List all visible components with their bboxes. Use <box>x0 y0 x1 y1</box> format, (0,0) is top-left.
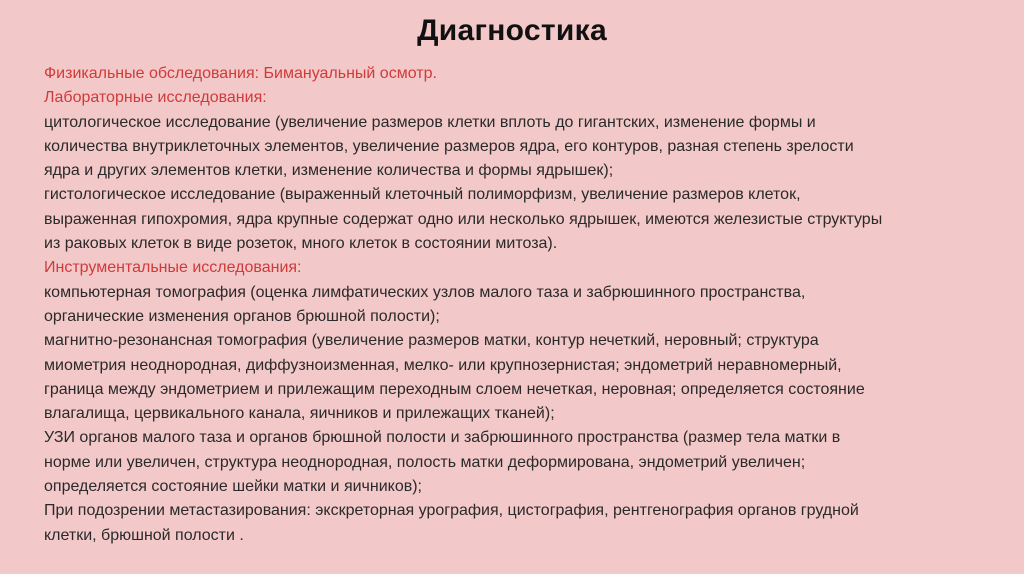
body-text-line: компьютерная томография (оценка лимфатических узлов малого таза и забрюшинного пространства, <box>44 283 806 301</box>
body-text-line: ядра и других элементов клетки, изменение количества и формы ядрышек); <box>44 162 614 180</box>
body-text-line: гистологическое исследование (выраженный клеточный полиморфизм, увеличение размеров клеток, <box>44 186 801 204</box>
body-text-line: определяется состояние шейки матки и яичников); <box>44 478 422 496</box>
section-heading: Физикальные обследования: Бимануальный осмотр. <box>44 65 437 82</box>
body-text-line: влагалища, цервикального канала, яичников и прилежащих тканей); <box>44 405 555 423</box>
body-text-line: из раковых клеток в виде розеток, много клеток в состоянии митоза). <box>44 235 558 253</box>
body-text-line: граница между эндометрием и прилежащим переходным слоем нечеткая, неровная; определяется состояние <box>44 380 865 398</box>
body-text-line: количества внутриклеточных элементов, увеличение размеров ядра, его контуров, разная степень зрелости <box>44 137 854 155</box>
body-text-line: При подозрении метастазирования: экскреторная урография, цистография, рентгенография органов грудной <box>44 502 859 520</box>
section-heading: Инструментальные исследования: <box>44 259 302 277</box>
body-text-line: миометрия неоднородная, диффузноизменная, мелко- или крупнозернистая; эндометрий неравномерный, <box>44 356 842 374</box>
section-heading: Лабораторные исследования: <box>44 89 267 107</box>
body-text-line: клетки, брюшной полости . <box>44 526 244 544</box>
slide-title: Диагностика <box>417 14 607 47</box>
body-text-line: органические изменения органов брюшной полости); <box>44 307 440 325</box>
body-text-line: УЗИ органов малого таза и органов брюшной полости и забрюшинного пространства (размер тела матки в <box>44 429 841 447</box>
body-text-line: выраженная гипохромия, ядра крупные содержат одно или несколько ядрышек, имеются железистые структуры <box>44 210 883 228</box>
body-text-line: цитологическое исследование (увеличение размеров клетки вплоть до гигантских, изменение формы и <box>44 113 816 131</box>
body-text-line: норме или увеличен, структура неоднородная, полость матки деформирована, эндометрий увеличен; <box>44 453 806 471</box>
body-text-line: магнитно-резонансная томография (увеличение размеров матки, контур нечеткий, неровный; структура <box>44 332 819 350</box>
slide-body <box>44 62 994 548</box>
